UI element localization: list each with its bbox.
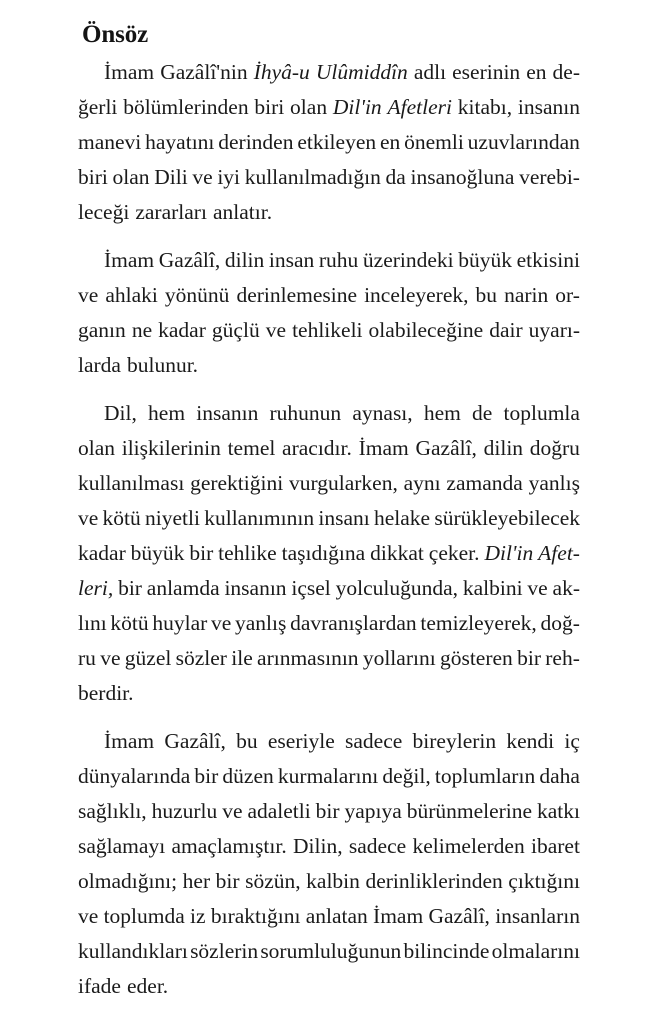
word: eder. [126,974,169,998]
word: kullanımının [204,506,315,530]
word: ve [100,646,121,670]
text-line [78,764,580,799]
text-line [78,904,580,939]
word: taşıdığına [281,541,366,565]
word: bireylerin [412,729,497,753]
word: reh- [545,646,580,670]
word: büyük [458,248,513,272]
word: bürünmelerine [406,799,533,823]
word: ne [131,318,153,342]
word: leceği [78,200,130,224]
word: da [385,165,406,189]
word: Gazâlî, [428,904,490,928]
word: amaçlamıştır. [171,834,287,858]
text-line [78,248,580,283]
word: ru [78,646,96,670]
word: huzurlu [151,799,218,823]
word: kurmalarını [277,764,379,788]
word: düzen [222,764,274,788]
word: ve [222,799,243,823]
word: sadece [348,834,407,858]
word: iyi [217,165,241,189]
word: en [379,130,401,154]
word: kalbini [462,576,523,600]
word: aynı [403,471,441,495]
word: doğ- [540,611,580,635]
text-line [78,541,580,576]
word: gerektiğini [190,471,284,495]
word: sağlıklı, [78,799,147,823]
word: kullanılması [78,471,185,495]
word: güzel [124,646,172,670]
word: ilişkilerinin [121,436,221,460]
text-line [78,729,580,764]
word: insanın [224,576,287,600]
text-line [78,95,580,130]
word: katkı [536,799,580,823]
word: or- [555,283,580,307]
word: tehlike [218,541,277,565]
word: sözler [175,646,227,670]
word: toplumların [434,764,536,788]
word: en [526,60,547,84]
text-line [78,799,580,834]
word: adlı [413,60,447,84]
word: inceleyerek, [364,283,469,307]
word: Gazâlî, [158,248,221,272]
italic-word: Ulûmiddîn [315,60,408,84]
word: kalbin [306,869,360,893]
word: biri [78,165,108,189]
word: kelimelerden [412,834,525,858]
word: ğerli [78,95,118,119]
text-line [78,471,580,506]
word: bir [517,646,541,670]
word: daha [539,764,580,788]
text-line [78,436,580,471]
word: anlatan [305,904,368,928]
word: sözün, [245,869,301,893]
word: kötü [102,506,141,530]
word: bir [215,869,240,893]
word: narin [504,283,549,307]
word: kötü [110,611,149,635]
word: yolculuğunda, [335,576,459,600]
word: doğru [529,436,580,460]
word: dikkat [370,541,424,565]
word: lını [78,611,107,635]
word: ve [78,904,99,928]
word: larda [78,353,121,377]
paragraph [78,401,580,716]
word: büyük [130,541,185,565]
word: Dil, [104,401,137,425]
word: etkisini [516,248,580,272]
word: dair [489,318,523,342]
word: ve [78,283,99,307]
word: insanı [318,506,370,530]
word: bu [475,283,498,307]
word: Gazâlî'nin [160,60,248,84]
word: uyarı- [528,318,580,342]
word: sürükleyebilecek [434,506,580,530]
word: toplumda [103,904,185,928]
word: hem [148,401,186,425]
word: ve [192,165,213,189]
text-line [78,353,580,388]
page-title: Önsöz [82,21,149,48]
word: niyetli [145,506,200,530]
text-line [78,283,580,318]
word: ve [211,611,232,635]
text-line [78,834,580,869]
word: İmam [104,60,155,84]
word: güçlü [211,318,260,342]
word: berdir. [78,681,134,705]
word: yollarını [362,646,436,670]
text-line [78,974,580,1009]
word: olmalarını [491,939,580,963]
word: kadar [78,541,126,565]
text-line [78,318,580,353]
word: biri [254,95,285,119]
word: İmam [373,904,424,928]
word: değil, [382,764,431,788]
word: aracıdır. [282,436,352,460]
text-line [78,165,580,200]
word: Dilin, [293,834,343,858]
word: vurgularken, [288,471,398,495]
word: olan [112,165,150,189]
word: tehlikeli [292,318,363,342]
word: İmam [358,436,409,460]
word: gösteren [439,646,513,670]
word: ganın [78,318,126,342]
word: hayatını [145,130,215,154]
word: bölümlerinden [123,95,249,119]
italic-word: leri, [78,576,114,600]
word: toplumla [503,401,580,425]
word: eseriyle [267,729,335,753]
word: derinlemesine [236,283,358,307]
word: sözlerin [190,939,259,963]
word: Gazâlî, [415,436,477,460]
italic-word: Dil'in [484,541,534,565]
italic-word: Afetleri [387,95,452,119]
word: bir [194,764,219,788]
word: hem [423,401,461,425]
word: her [182,869,211,893]
word: etkileyen [297,130,377,154]
word: yanlış [528,471,580,495]
word: insanın [196,401,259,425]
word: İmam [104,248,155,272]
paragraph [78,729,580,1009]
word: Dili [154,165,188,189]
word: Gazâlî, [164,729,226,753]
word: davranışlardan [290,611,417,635]
word: içsel [291,576,331,600]
word: ruhu [318,248,359,272]
word: anlamda [146,576,220,600]
text-line [78,939,580,974]
paragraph [78,248,580,388]
word: manevi [78,130,142,154]
word: olabileceğine [368,318,484,342]
word: iz [190,904,206,928]
word: temel [227,436,276,460]
word: kullanılmadığın [244,165,381,189]
word: zamanda [446,471,523,495]
word: bilincinde [403,939,490,963]
word: ifade [78,974,121,998]
word: çıktığını [508,869,580,893]
word: sadece [345,729,403,753]
word: helake [373,506,431,530]
text-line [78,576,580,611]
italic-word: İhyâ-u [253,60,310,84]
word: de- [552,60,580,84]
word: bulunur. [126,353,199,377]
text-line [78,646,580,681]
word: huylar [152,611,208,635]
word: kendi [506,729,555,753]
word: arınmasının [257,646,359,670]
word: ve [527,576,548,600]
text-line [78,681,580,716]
word: bir [189,541,214,565]
word: derinden [218,130,294,154]
word: de [472,401,493,425]
word: olan [290,95,328,119]
word: kullandıkları [78,939,188,963]
word: dilin [224,248,265,272]
word: insanın [517,95,580,119]
word: yönünü [164,283,230,307]
word: üzerindeki [362,248,454,272]
text-line [78,130,580,165]
word: zararları [135,200,207,224]
word: ahlaki [105,283,158,307]
word: çeker. [428,541,480,565]
word: bir [315,799,340,823]
word: ve [78,506,99,530]
word: temizleyerek, [420,611,537,635]
text-line [78,60,580,95]
text-line [78,200,580,235]
word: uzuvlarından [467,130,580,154]
word: bıraktığını [210,904,301,928]
italic-word: Afet- [538,541,580,565]
word: ve [265,318,287,342]
text-line [78,401,580,436]
word: insanların [495,904,580,928]
word: anlatır. [212,200,273,224]
word: aynası, [352,401,413,425]
word: olan [78,436,116,460]
word: derinliklerinden [365,869,503,893]
word: insanoğluna [410,165,515,189]
word: yanlış [235,611,287,635]
word: dünyalarında [78,764,191,788]
word: bir [118,576,142,600]
page-content [78,22,580,1009]
paragraph-container [78,60,580,1009]
word: verebi- [519,165,580,189]
word: İmam [104,729,155,753]
word: ruhunun [269,401,342,425]
word: ak- [552,576,580,600]
paragraph [78,60,580,235]
italic-word: Dil'in [332,95,382,119]
word: olmadığını; [78,869,178,893]
word: ile [231,646,253,670]
text-line [78,611,580,646]
word: kitabı, [457,95,513,119]
word: insan [268,248,315,272]
word: ibaret [531,834,580,858]
word: önemli [404,130,464,154]
word: sorumluluğunun [260,939,402,963]
word: sağlamayı [78,834,166,858]
word: iç [564,729,580,753]
word: adaletli [247,799,311,823]
word: dilin [483,436,524,460]
word: yapıya [344,799,402,823]
word: eserinin [452,60,521,84]
word: kadar [158,318,206,342]
word: bu [236,729,258,753]
text-line [78,506,580,541]
